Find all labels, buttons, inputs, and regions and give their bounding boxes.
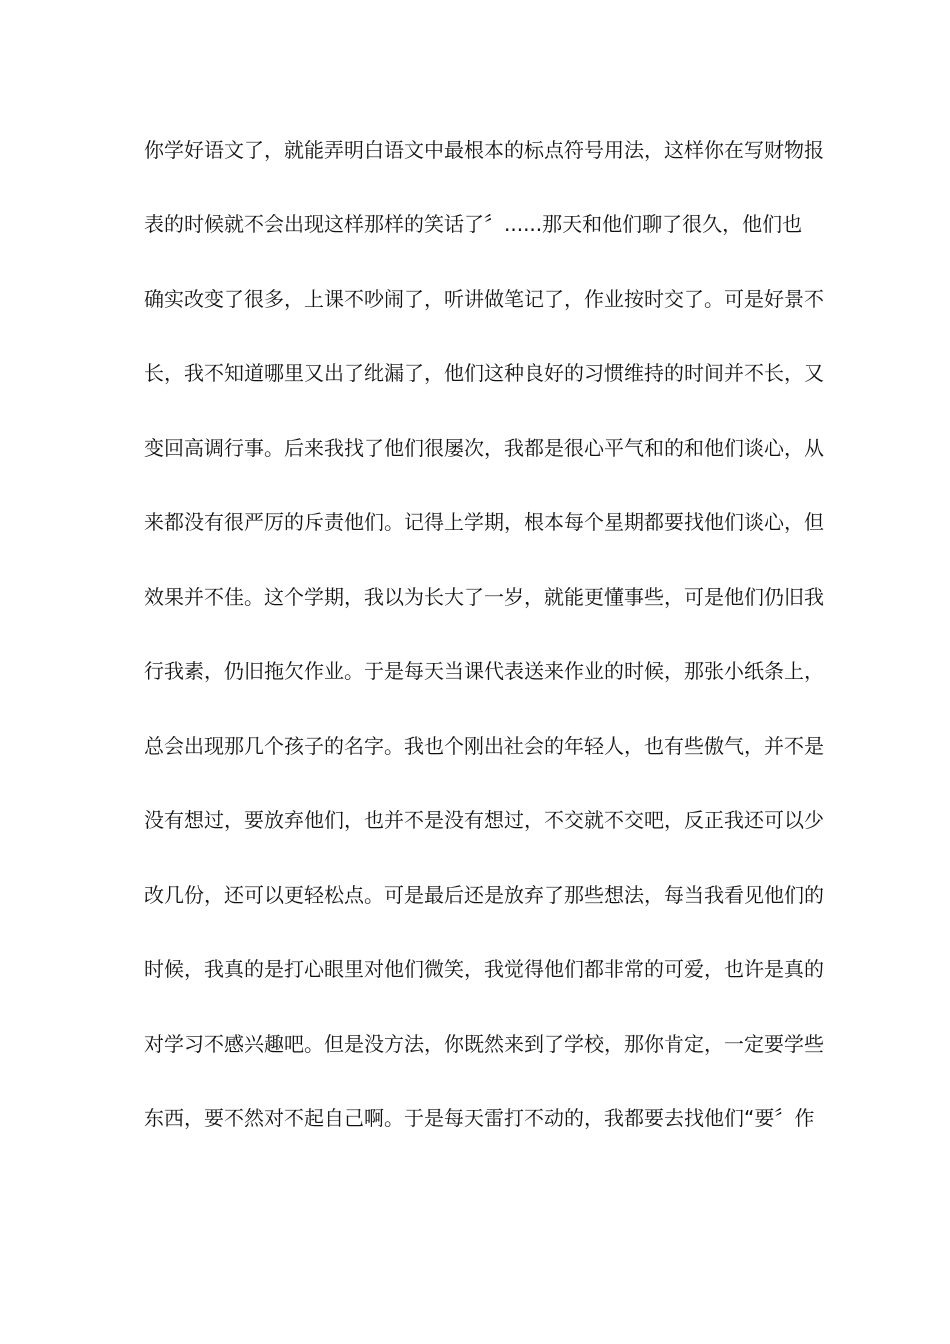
text-line: 效果并不佳。这个学期，我以为长大了一岁，就能更懂事些，可是他们仍旧我: [144, 585, 824, 609]
text-line: 长，我不知道哪里又出了纰漏了，他们这种良好的习惯维持的时间并不长，又: [144, 361, 824, 385]
text-line: 总会出现那几个孩子的名字。我也个刚出社会的年轻人，也有些傲气，并不是: [144, 734, 824, 758]
text-line: 变回高调行事。后来我找了他们很屡次，我都是很心平气和的和他们谈心，从: [144, 436, 824, 460]
text-line: 确实改变了很多，上课不吵闹了，听讲做笔记了，作业按时交了。可是好景不: [144, 287, 824, 311]
text-line: 对学习不感兴趣吧。但是没方法，你既然来到了学校，那你肯定，一定要学些: [144, 1032, 824, 1056]
text-line: 没有想过，要放弃他们，也并不是没有想过，不交就不交吧，反正我还可以少: [144, 808, 824, 832]
text-line: 来都没有很严厉的斥责他们。记得上学期，根本每个星期都要找他们谈心，但: [144, 510, 824, 534]
text-line: 改几份，还可以更轻松点。可是最后还是放弃了那些想法，每当我看见他们的: [144, 883, 824, 907]
text-line: 你学好语文了，就能弄明白语文中最根本的标点符号用法，这样你在写财物报: [144, 138, 824, 162]
text-line: 表的时候就不会出现这样那样的笑话了〞......那天和他们聊了很久，他们也: [144, 212, 803, 236]
text-line: 时候，我真的是打心眼里对他们微笑，我觉得他们都非常的可爱，也许是真的: [144, 957, 824, 981]
text-line: 行我素，仍旧拖欠作业。于是每天当课代表送来作业的时候，那张小纸条上，: [144, 659, 824, 683]
text-line: 东西，要不然对不起自己啊。于是每天雷打不动的，我都要去找他们“要〞作: [144, 1106, 815, 1130]
